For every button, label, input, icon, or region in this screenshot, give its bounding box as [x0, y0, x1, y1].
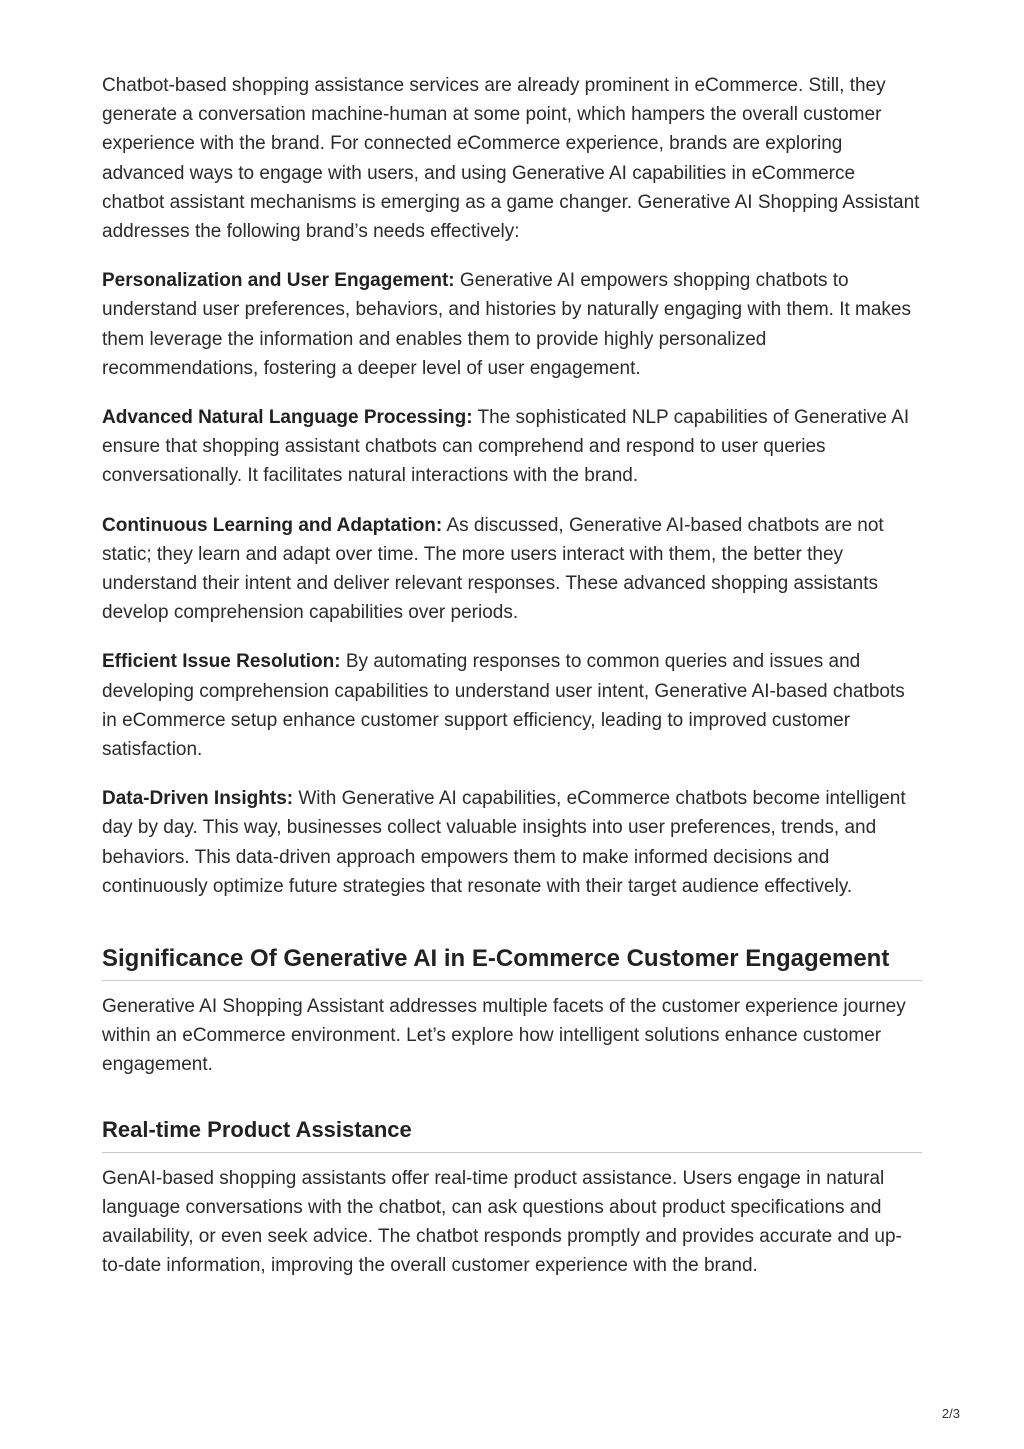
section-paragraph: Generative AI Shopping Assistant addresses multiple facets of the customer experience journey within an eCommerce environment. Let’s explore how intelligent solutions enhance customer engagement.	[102, 996, 906, 1076]
need-text: The sophisticated NLP capabilities of Generative AI ensure that shopping assistant chatbots can comprehend and respond to user queries conversationally. It facilitates natural interactions with the brand.	[102, 407, 910, 487]
need-term: Data-Driven Insights:	[102, 788, 294, 810]
need-text: With Generative AI capabilities, eCommerce chatbots become intelligent day by day. This way, businesses collect valuable insights into user preferences, trends, and behaviors. This data-driven approach empowers them to make informed decisions and continuously optimize future strategies that resonate with their target audience effectively.	[102, 788, 906, 897]
page-number: 2/3	[941, 1406, 960, 1421]
need-paragraph	[102, 266, 922, 383]
subsection-paragraph: GenAI-based shopping assistants offer real-time product assistance. Users engage in natural language conversations with the chatbot, can ask questions about product specifications and availability, or even seek advice. The chatbot responds promptly and provides accurate and up-to-date information, improving the overall customer experience with the brand.	[102, 1167, 902, 1277]
section-heading: Significance Of Generative AI in E-Commerce Customer Engagement	[102, 943, 922, 981]
need-paragraph	[102, 647, 922, 764]
intro-paragraph: Chatbot-based shopping assistance services are already prominent in eCommerce. Still, they generate a conversation machine-human at some point, which hampers the overall customer experience with the brand. For connected eCommerce experience, brands are exploring advanced ways to engage with users, and using Generative AI capabilities in eCommerce chatbot assistant mechanisms is emerging as a game changer. Generative AI Shopping Assistant addresses the following brand’s needs effectively:	[102, 75, 920, 243]
need-term: Efficient Issue Resolution:	[102, 651, 341, 673]
need-term: Advanced Natural Language Processing:	[102, 407, 473, 429]
need-text: As discussed, Generative AI-based chatbots are not static; they learn and adapt over time. The more users interact with them, the better they understand their intent and deliver relevant responses. These advanced shopping assistants develop comprehension capabilities over periods.	[102, 514, 884, 624]
need-paragraph	[102, 511, 922, 628]
need-paragraph	[102, 403, 922, 491]
need-term: Personalization and User Engagement:	[102, 270, 455, 292]
need-text: Generative AI empowers shopping chatbots to understand user preferences, behaviors, and histories by naturally engaging with them. It makes them leverage the information and enables them to provide highly personalized recommendations, fostering a deeper level of user engagement.	[102, 270, 912, 379]
need-paragraph	[102, 784, 922, 901]
need-text: By automating responses to common queries and issues and developing comprehension capabilities to understand user intent, Generative AI-based chatbots in eCommerce setup enhance customer support efficiency, leading to improved customer satisfaction.	[102, 651, 905, 761]
subsection-heading: Real-time Product Assistance	[102, 1116, 922, 1153]
need-term: Continuous Learning and Adaptation:	[102, 514, 443, 536]
article-body	[102, 71, 922, 1281]
